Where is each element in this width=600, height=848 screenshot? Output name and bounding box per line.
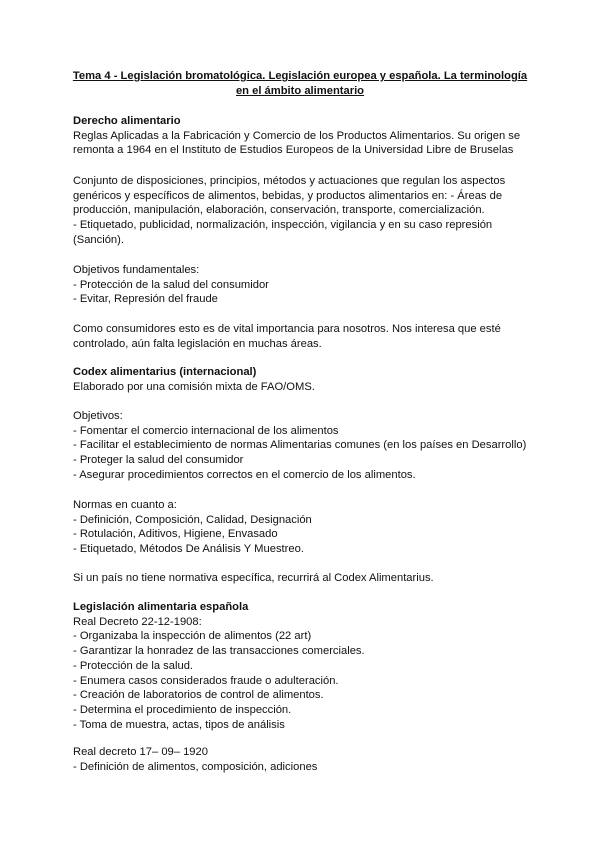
paragraph-line: Como consumidores esto es de vital importancia para nosotros. Nos interesa que esté <box>73 323 501 335</box>
paragraph-codex-nota <box>73 571 543 586</box>
list-heading: Objetivos: <box>73 410 123 422</box>
paragraph-line: genéricos y específicos de alimentos, bebidas, y productos alimentarios en: - Áreas de <box>73 189 503 202</box>
list-codex-normas <box>73 498 543 557</box>
list-objetivos-fundamentales <box>73 263 543 307</box>
list-item: - Asegurar procedimientos correctos en el comercio de los alimentos. <box>73 468 416 481</box>
list-item: - Garantizar la honradez de las transacciones comerciales. <box>73 645 365 658</box>
list-item: - Definición de alimentos, composición, adiciones <box>73 760 318 773</box>
list-item: - Evitar, Represión del fraude <box>73 293 218 306</box>
list-real-decreto-1920 <box>73 745 543 774</box>
list-item: - Protección de la salud del consumidor <box>73 278 269 291</box>
title-line-2: en el ámbito alimentario <box>235 85 365 97</box>
list-heading: Normas en cuanto a: <box>73 499 177 511</box>
list-item: - Fomentar el comercio internacional de los alimentos <box>73 424 339 437</box>
list-item: - Rotulación, Aditivos, Higiene, Envasado <box>73 528 278 541</box>
section-codex-alimentarius <box>73 365 543 394</box>
list-item: - Creación de laboratorios de control de alimentos. <box>73 689 324 702</box>
list-item: - Toma de muestra, actas, tipos de análisis <box>73 718 285 731</box>
list-item: - Determina el procedimiento de inspección. <box>73 703 292 716</box>
list-item: - Etiquetado, publicidad, normalización, inspección, vigilancia y en su caso represión <box>73 219 493 232</box>
list-item: - Definición, Composición, Calidad, Designación <box>73 513 312 526</box>
paragraph-consumidores <box>73 322 543 351</box>
paragraph-line: producción, manipulación, elaboración, conservación, transporte, comercialización. <box>73 204 485 217</box>
section-derecho-alimentario <box>73 114 543 158</box>
title-line-1: Tema 4 - Legislación bromatológica. Legislación europea y española. La terminología <box>72 70 528 82</box>
list-item: - Enumera casos considerados fraude o adulteración. <box>73 674 339 687</box>
paragraph-conjunto <box>73 174 543 248</box>
paragraph-line: Elaborado por una comisión mixta de FAO/OMS. <box>73 380 315 393</box>
paragraph-line: Conjunto de disposiciones, principios, métodos y actuaciones que regulan los aspectos <box>73 175 506 187</box>
paragraph-line: Si un país no tiene normativa específica, recurrirá al Codex Alimentarius. <box>73 572 434 584</box>
list-codex-objetivos <box>73 409 543 483</box>
heading-legislacion-espanola: Legislación alimentaria española <box>73 601 249 613</box>
heading-codex-alimentarius: Codex alimentarius (internacional) <box>73 366 257 378</box>
section-legislacion-espanola <box>73 600 543 732</box>
page-title <box>60 69 540 99</box>
list-heading: Real Decreto 22-12-1908: <box>73 615 202 628</box>
list-item: - Organizaba la inspección de alimentos (22 art) <box>73 630 312 643</box>
paragraph-line: remonta a 1964 en el Instituto de Estudios Europeos de la Universidad Libre de Bruselas <box>73 144 514 157</box>
list-item: - Protección de la salud. <box>73 659 194 672</box>
paragraph-line: (Sanción). <box>73 233 124 246</box>
paragraph-line: controlado, aún falta legislación en muchas áreas. <box>73 337 322 350</box>
list-item: - Facilitar el establecimiento de normas Alimentarias comunes (en los países en Desarrollo) <box>73 439 527 452</box>
list-heading: Real decreto 17– 09– 1920 <box>73 746 208 758</box>
list-item: - Etiquetado, Métodos De Análisis Y Muestreo. <box>73 543 304 556</box>
list-item: - Proteger la salud del consumidor <box>73 454 244 467</box>
list-heading: Objetivos fundamentales: <box>73 264 200 276</box>
heading-derecho-alimentario: Derecho alimentario <box>73 115 181 127</box>
paragraph-line: Reglas Aplicadas a la Fabricación y Comercio de los Productos Alimentarios. Su origen se <box>73 129 521 142</box>
